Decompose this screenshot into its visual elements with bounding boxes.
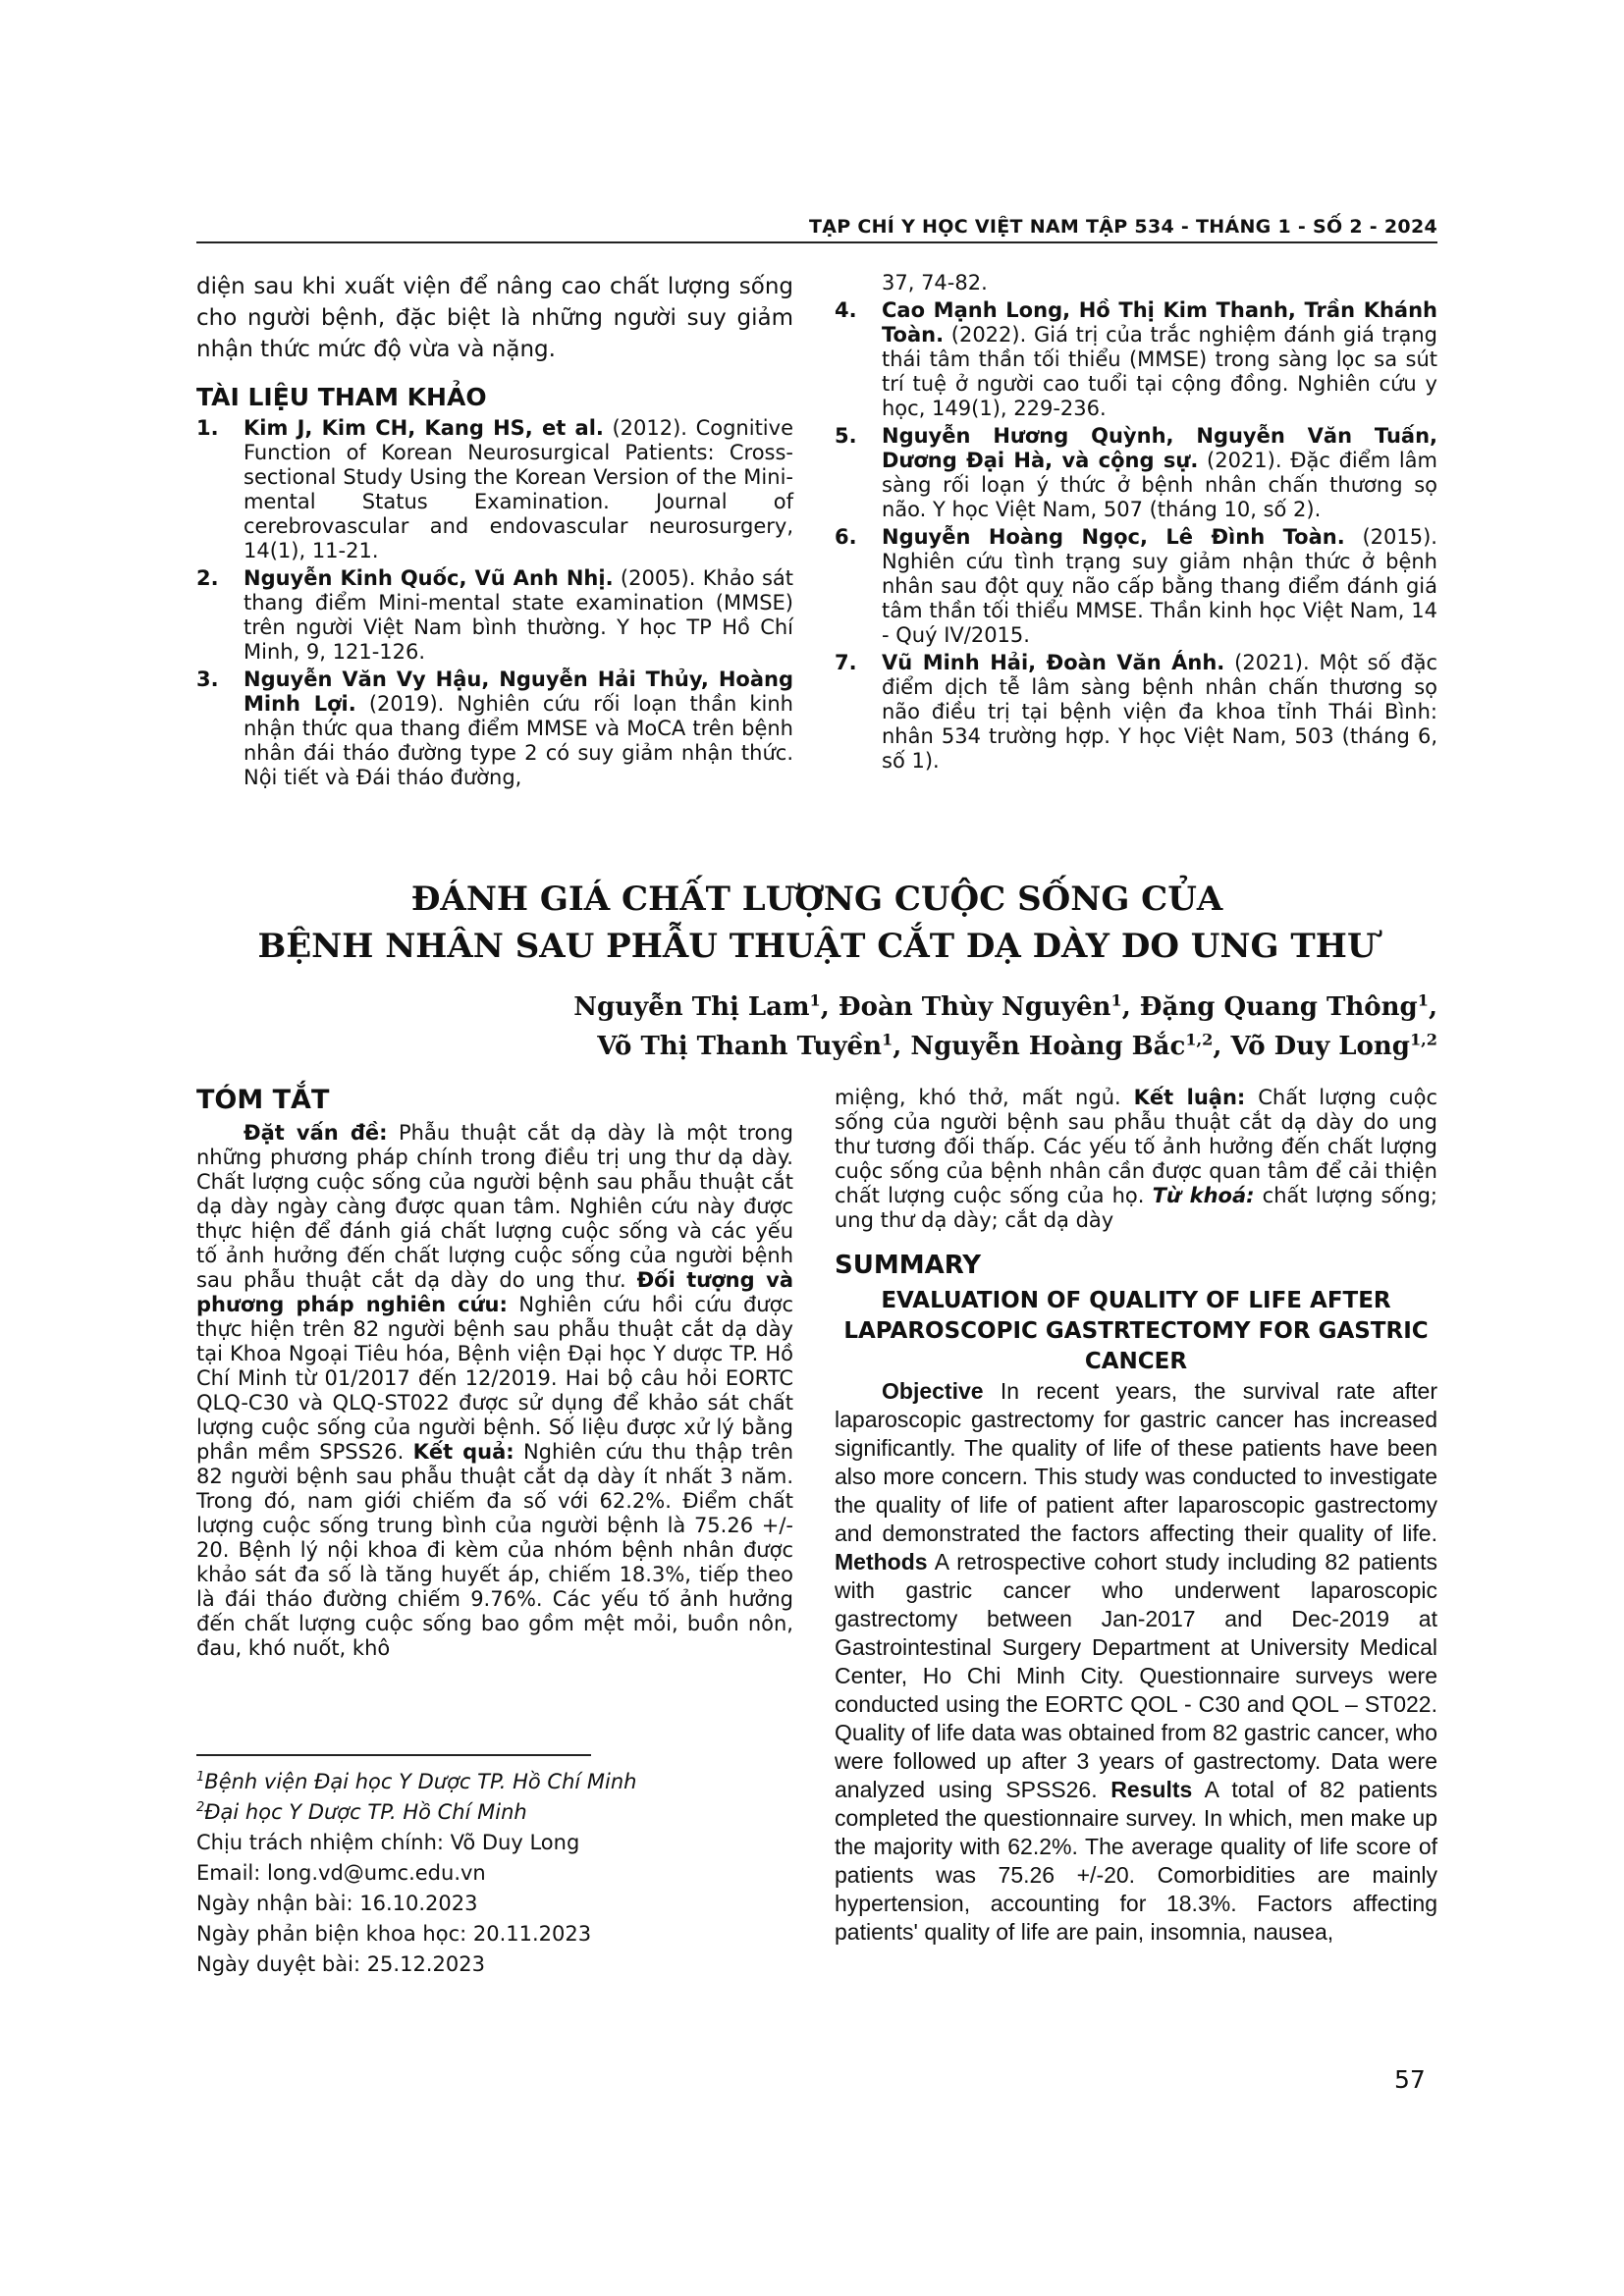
abstract-heading: TÓM TẮT xyxy=(196,1085,330,1115)
prev-article-left-column xyxy=(196,271,793,793)
journal-header: TẠP CHÍ Y HỌC VIỆT NAM TẬP 534 - THÁNG 1 - SỐ 2 - 2024 xyxy=(808,216,1437,238)
reference-item: 4. Cao Mạnh Long, Hồ Thị Kim Thanh, Trần Khánh Toàn. (2022). Giá trị của trắc nghiệm đánh giá trạng thái tâm thần tối thiểu (MMSE) trong sàng lọc sa sút trí tuệ ở người cao tuổi tại cộng đồng. Nghiên cứu y học, 149(1), 229-236. xyxy=(835,298,1437,420)
references-heading: TÀI LIỆU THAM KHẢO xyxy=(196,383,487,411)
summary-heading: SUMMARY xyxy=(835,1251,982,1280)
author-affiliation: 1,2 xyxy=(1185,1030,1214,1049)
reference-continuation: 37, 74-82. xyxy=(882,271,988,294)
footnote-affiliation-1: $^1$Bệnh viện Đại học Y Dược TP. Hồ Chí Minh xyxy=(196,1770,637,1793)
author-name: Nguyễn Hoàng Bắc xyxy=(910,1032,1186,1061)
prev-article-closing-text: diện sau khi xuất viện để nâng cao chất lượng sống cho người bệnh, đặc biệt là những người suy giảm nhận thức mức độ vừa và nặng. xyxy=(196,274,793,362)
reference-item: 1. Kim J, Kim CH, Kang HS, et al. (2012). Cognitive Function of Korean Neurosurgical Patients: Cross-sectional Study Using the Korean Version of the Mini-mental Status Examination. Journal of cerebrovascular and endovascular neurosurgery, 14(1), 11-21. xyxy=(196,416,793,562)
footnote-corresponding: Chịu trách nhiệm chính: Võ Duy Long xyxy=(196,1831,580,1854)
article-title xyxy=(196,876,1437,970)
article-title-line-2: BỆNH NHÂN SAU PHẪU THUẬT CẮT DẠ DÀY DO UNG THƯ xyxy=(257,927,1377,966)
author-name: Nguyễn Thị Lam xyxy=(573,992,810,1022)
author-name: Đặng Quang Thông xyxy=(1139,992,1418,1022)
article-title-line-1: ĐÁNH GIÁ CHẤT LƯỢNG CUỘC SỐNG CỦA xyxy=(410,880,1223,919)
summary-body: Objective In recent years, the survival rate after laparoscopic gastrectomy for gastric cancer has increased significantly. The quality of life of these patients have been also more concern. This study was conducted to investigate the quality of life of patient after laparoscopic gastrectomy and demonstrated the factors affecting their quality of life. Methods A retrospective cohort study including 82 patients with gastric cancer who underwent laparoscopic gastrectomy between Jan-2017 and Dec-2019 at Gastrointestinal Surgery Department at University Medical Center, Ho Chi Minh City. Questionnaire surveys were conducted using the EORTC QOL - C30 and QOL – ST022. Quality of life data was obtained from 82 gastric cancer, who were followed up after 3 years of gastrectomy. Data were analyzed using SPSS26. Results A total of 82 patients completed the questionnaire survey. In which, men make up the majority with 62.2%. The average quality of life score of patients was 75.26 +/-20. Comorbidities are mainly hypertension, accounting for 18.3%. Factors affecting patients' quality of life are pain, insomnia, nausea, xyxy=(835,1378,1437,1945)
authors-line-1: Nguyễn Thị Lam$^1$, Đoàn Thùy Nguyên$^1$, Đặng Quang Thông$^1$, xyxy=(573,990,1437,1022)
author-affiliation: 1,2 xyxy=(1409,1030,1437,1049)
footnote-rule xyxy=(196,1754,591,1756)
page-number: 57 xyxy=(1394,2065,1426,2094)
footnote-received: Ngày nhận bài: 16.10.2023 xyxy=(196,1892,478,1915)
reference-item: 3. Nguyễn Văn Vy Hậu, Nguyễn Hải Thủy, Hoàng Minh Lợi. (2019). Nghiên cứu rối loạn thần kinh nhận thức qua thang điểm MMSE và MoCA trên bệnh nhân đái tháo đường type 2 có suy giảm nhận thức. Nội tiết và Đái tháo đường, xyxy=(196,667,793,789)
footnotes xyxy=(196,1767,785,1980)
reference-item: 5. Nguyễn Hương Quỳnh, Nguyễn Văn Tuấn, Dương Đại Hà, và cộng sự. (2021). Đặc điểm lâm sàng rối loạn ý thức ở bệnh nhân chấn thương sọ não. Y học Việt Nam, 507 (tháng 10, số 2). xyxy=(835,424,1438,521)
prev-article-right-column xyxy=(835,271,1437,776)
footnote-affiliation-2: $^2$Đại học Y Dược TP. Hồ Chí Minh xyxy=(196,1800,527,1824)
reference-item: 7. Vũ Minh Hải, Đoàn Văn Ánh. (2021). Một số đặc điểm dịch tễ lâm sàng bệnh nhân chấn thương sọ não điều trị tại bệnh viện đa khoa tỉnh Thái Bình: nhân 534 trường hợp. Y học Việt Nam, 503 (tháng 6, số 1). xyxy=(835,651,1437,773)
author-affiliation: 1 xyxy=(1417,990,1429,1010)
summary-title: EVALUATION OF QUALITY OF LIFE AFTER LAPAROSCOPIC GASTRTECTOMY FOR GASTRIC CANCER xyxy=(843,1288,1429,1374)
footnote-reviewed: Ngày phản biện khoa học: 20.11.2023 xyxy=(196,1922,592,1946)
abstract-right-column xyxy=(835,1086,1437,1947)
references-list-left xyxy=(196,416,793,790)
abstract-body-continued: miệng, khó thở, mất ngủ. Kết luận: Chất lượng cuộc sống của người bệnh sau phẫu thuật cắt dạ dày do ung thư tương đối thấp. Các yếu tố ảnh hưởng đến chất lượng cuộc sống của bệnh nhân cần được quan tâm để cải thiện chất lượng cuộc sống của họ. Từ khoá: chất lượng sống; ung thư dạ dày; cắt dạ dày xyxy=(835,1086,1437,1232)
article-authors xyxy=(259,988,1437,1066)
reference-item: 2. Nguyễn Kinh Quốc, Vũ Anh Nhị. (2005). Khảo sát thang điểm Mini-mental state examination (MMSE) trên người Việt Nam bình thường. Y học TP Hồ Chí Minh, 9, 121-126. xyxy=(196,566,793,664)
author-affiliation: 1 xyxy=(1110,990,1122,1010)
footnote-accepted: Ngày duyệt bài: 25.12.2023 xyxy=(196,1952,485,1976)
header-rule xyxy=(196,241,1437,243)
author-affiliation: 1 xyxy=(882,1030,893,1049)
abstract-body: Đặt vấn đề: Phẫu thuật cắt dạ dày là một trong những phương pháp chính trong điều trị ung thư dạ dày. Chất lượng cuộc sống của người bệnh sau phẫu thuật cắt dạ dày ngày càng được quan tâm. Nghiên cứu này được thực hiện để đánh giá chất lượng cuộc sống và các yếu tố ảnh hưởng đến chất lượng cuộc sống của người bệnh sau phẫu thuật cắt dạ dày do ung thư. Đối tượng và phương pháp nghiên cứu: Nghiên cứu hồi cứu được thực hiện trên 82 người bệnh sau phẫu thuật cắt dạ dày tại Khoa Ngoại Tiêu hóa, Bệnh viện Đại học Y dược TP. Hồ Chí Minh từ 01/2017 đến 12/2019. Hai bộ câu hỏi EORTC QLQ-C30 và QLQ-ST022 được sử dụng để khảo sát chất lượng cuộc sống của người bệnh. Số liệu được xử lý bằng phần mềm SPSS26. Kết quả: Nghiên cứu thu thập trên 82 người bệnh sau phẫu thuật cắt dạ dày ít nhất 3 năm. Trong đó, nam giới chiếm đa số với 62.2%. Điểm chất lượng cuộc sống trung bình của người bệnh là 75.26 +/- 20. Bệnh lý nội khoa đi kèm của nhóm bệnh nhân được khảo sát đa số là tăng huyết áp, chiếm 18.3%, tiếp theo là đái tháo đường chiếm 9.76%. Các yếu tố ảnh hưởng đến chất lượng cuộc sống bao gồm mệt mỏi, buồn nôn, đau, khó nuốt, khô xyxy=(196,1121,793,1660)
author-affiliation: 1 xyxy=(809,990,821,1010)
author-name: Võ Thị Thanh Tuyền xyxy=(597,1032,882,1061)
author-name: Võ Duy Long xyxy=(1230,1032,1410,1061)
reference-item: 6. Nguyễn Hoàng Ngọc, Lê Đình Toàn. (2015). Nghiên cứu tình trạng suy giảm nhận thức ở bệnh nhân sau đột quỵ não cấp bằng thang điểm đánh giá tâm thần tối thiểu MMSE. Thần kinh học Việt Nam, 14 - Quý IV/2015. xyxy=(835,525,1437,647)
abstract-left-column xyxy=(196,1086,793,1661)
author-name: Đoàn Thùy Nguyên xyxy=(838,992,1111,1022)
authors-line-2: Võ Thị Thanh Tuyền$^1$, Nguyễn Hoàng Bắc$^{1,2}$, Võ Duy Long$^{1,2}$ xyxy=(597,1030,1437,1061)
footnote-email: Email: long.vd@umc.edu.vn xyxy=(196,1861,486,1885)
